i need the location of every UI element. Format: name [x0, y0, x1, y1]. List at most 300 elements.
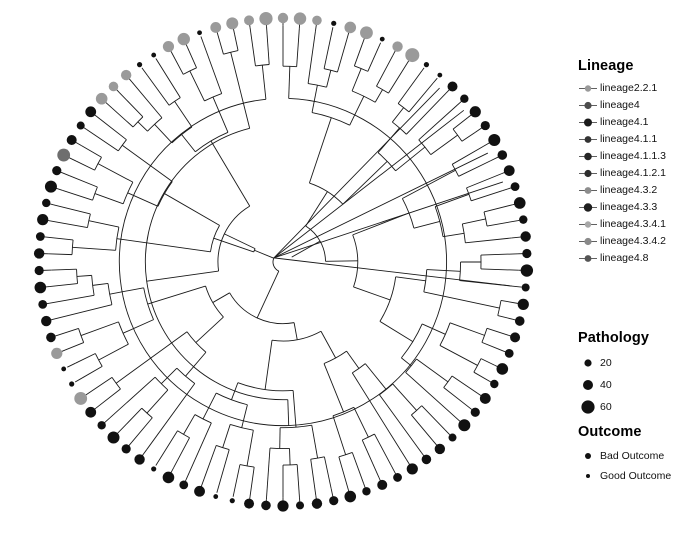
clade-branch — [185, 352, 205, 376]
clade-branch — [250, 28, 255, 66]
root-rake-branch — [274, 110, 464, 258]
tree-tip-point — [213, 494, 218, 499]
clade-branch — [484, 205, 512, 212]
clade-branch — [498, 316, 513, 320]
tree-tip-point — [520, 231, 530, 241]
tree-tip-point — [435, 444, 445, 454]
root-rake-branch — [274, 182, 503, 258]
tree-tip-point — [69, 381, 74, 386]
clade-branch — [217, 32, 223, 54]
tree-tip-point — [393, 473, 402, 482]
clade-branch — [267, 26, 270, 64]
clade-branch — [343, 161, 387, 204]
clade-branch — [482, 342, 498, 348]
clade-branch — [182, 135, 196, 152]
tree-tip-point — [37, 214, 48, 225]
pathology-swatch-dot — [583, 380, 593, 390]
clade-branch — [297, 29, 300, 67]
outcome-swatch-dot — [585, 453, 591, 459]
lineage-legend-label: lineage4.1 — [600, 116, 649, 128]
root-arc — [273, 258, 279, 271]
clade-branch — [54, 205, 90, 214]
lineage-swatch — [578, 216, 600, 233]
clade-branch — [352, 69, 361, 91]
clade-branch — [431, 135, 458, 155]
clade-branch — [352, 452, 363, 483]
lineage-legend-label: lineage4.1.1 — [600, 133, 658, 145]
clade-branch — [379, 395, 421, 453]
clade-branch — [309, 118, 331, 183]
pathology-swatch — [578, 396, 600, 418]
root-branch — [254, 250, 273, 258]
clade-branch — [147, 390, 168, 413]
lineage-legend-item — [578, 216, 698, 233]
tip-branch — [129, 442, 132, 446]
tree-tip-point — [360, 26, 373, 39]
clade-branch — [72, 247, 115, 250]
clade-branch — [339, 457, 349, 492]
clade-branch — [49, 284, 77, 287]
clade-branch — [453, 118, 468, 130]
clade-branch — [350, 96, 364, 125]
clade-branch — [368, 48, 378, 71]
tree-tip-point — [458, 419, 470, 431]
tree-tip-point — [460, 95, 468, 103]
clade-branch — [398, 71, 422, 104]
clade-branch — [138, 122, 148, 131]
tree-tip-point — [518, 299, 529, 310]
clade-branch — [290, 448, 291, 465]
clade-branch — [224, 234, 255, 249]
clade-branch — [204, 44, 222, 94]
clade-branch — [440, 345, 478, 365]
outcome-swatch — [578, 446, 600, 466]
clade-branch — [55, 328, 78, 336]
clade-branch — [376, 56, 392, 86]
tree-tip-point — [38, 300, 47, 309]
clade-branch — [419, 105, 458, 140]
clade-branch — [82, 366, 102, 378]
clade-branch — [312, 425, 318, 458]
clade-branch — [218, 450, 230, 491]
lineage-legend — [578, 58, 698, 267]
tree-tip-point — [35, 282, 47, 294]
lineage-legend-label: lineage4.3.4.2 — [600, 235, 666, 247]
clade-branch — [308, 32, 315, 84]
pathology-swatch-dot — [581, 400, 594, 413]
clade-branch — [85, 377, 113, 396]
tree-tip-point — [521, 264, 533, 276]
tip-branch — [475, 128, 482, 133]
clade-branch — [396, 147, 425, 171]
clade-branch — [175, 101, 192, 127]
clade-branch — [354, 45, 362, 66]
clade-branch — [93, 283, 108, 285]
tree-tip-point — [510, 332, 520, 342]
clade-branch — [452, 146, 483, 164]
clade-branch — [110, 288, 144, 294]
clade-branch — [55, 305, 112, 319]
lineage-swatch — [578, 250, 600, 267]
tree-tip-point — [380, 37, 385, 42]
clade-branch — [213, 97, 228, 132]
outcome-legend-item — [578, 466, 698, 486]
clade-branch — [96, 389, 120, 408]
lineage-legend-rows — [578, 80, 698, 267]
clade-branch — [375, 90, 382, 103]
tree-tip-point — [331, 21, 336, 26]
tree-tip-point — [151, 466, 156, 471]
clade-branch — [186, 423, 211, 480]
lineage-legend-item — [578, 97, 698, 114]
clade-branch — [424, 292, 500, 308]
outcome-legend-rows — [578, 446, 698, 486]
clade-branch — [158, 431, 178, 462]
tree-tip-point — [261, 501, 271, 511]
tree-tip-point — [424, 62, 429, 67]
tip-branch — [156, 462, 158, 465]
clade-branch — [147, 75, 169, 105]
clade-branch — [471, 191, 503, 201]
tree-tip-point — [108, 432, 120, 444]
tip-branch — [391, 465, 396, 474]
clade-branch — [474, 372, 490, 381]
clade-branch — [481, 254, 518, 255]
clade-branch — [76, 354, 96, 364]
tree-tip-point — [85, 407, 96, 418]
pathology-legend-title: Pathology — [578, 330, 649, 346]
tip-branch — [422, 68, 424, 71]
tip-branch — [378, 43, 380, 48]
lineage-legend-item — [578, 148, 698, 165]
clade-branch — [402, 170, 455, 198]
tree-tip-point — [74, 392, 87, 405]
clade-branch — [354, 287, 391, 300]
clade-branch — [443, 233, 464, 236]
tree-tip-point — [296, 501, 304, 509]
tree-tip-point — [377, 480, 387, 490]
root-rake-branch — [274, 153, 488, 258]
clade-branch — [99, 344, 129, 360]
clade-branch — [118, 408, 142, 433]
tree-tip-point — [51, 348, 62, 359]
clade-branch — [266, 448, 270, 499]
clade-branch — [76, 161, 95, 170]
tip-branch — [503, 188, 512, 191]
lineage-swatch-dot — [585, 255, 592, 262]
tree-tip-point — [471, 408, 480, 417]
clade-branch — [148, 286, 206, 304]
clade-branch — [242, 405, 248, 428]
lineage-legend-item — [578, 233, 698, 250]
tree-tip-point — [151, 53, 156, 58]
clade-branch — [65, 343, 84, 351]
clade-branch — [81, 146, 101, 158]
tree-tip-point — [41, 316, 51, 326]
tree-tip-point — [194, 486, 205, 497]
tree-tip-point — [163, 472, 175, 484]
tree-tip-point — [52, 166, 61, 175]
clade-arc — [145, 128, 287, 399]
lineage-legend-label: lineage4.3.2 — [600, 184, 658, 196]
clade-branch — [481, 269, 518, 270]
tip-branch — [512, 237, 522, 238]
clade-branch — [414, 221, 440, 228]
tree-tip-point — [137, 62, 142, 67]
tree-tip-point — [480, 393, 491, 404]
pathology-swatch-dot — [584, 359, 591, 366]
clade-branch — [98, 164, 133, 183]
tree-tip-points — [34, 12, 533, 512]
lineage-swatch-dot — [584, 238, 591, 245]
clade-branch — [213, 293, 230, 303]
tree-tip-point — [407, 463, 418, 474]
clade-branch — [234, 465, 240, 493]
tree-tip-point — [481, 121, 490, 130]
clade-branch — [459, 161, 491, 176]
clade-branch — [380, 321, 413, 341]
lineage-swatch-dot — [584, 170, 591, 177]
tree-tip-point — [490, 380, 498, 388]
outcome-swatch — [578, 466, 600, 486]
tree-tip-point — [278, 13, 288, 23]
clade-branch — [250, 467, 254, 497]
lineage-swatch — [578, 233, 600, 250]
tree-tip-point — [522, 249, 531, 258]
lineage-swatch — [578, 165, 600, 182]
tip-branch — [233, 493, 234, 497]
clade-branch — [312, 85, 317, 112]
tree-tip-point — [329, 496, 338, 505]
tip-branch — [142, 68, 147, 75]
pathology-swatch — [578, 352, 600, 374]
pathology-legend-rows — [578, 352, 698, 418]
tip-branch — [75, 378, 82, 382]
clade-branch — [63, 190, 93, 200]
lineage-swatch — [578, 182, 600, 199]
tree-tip-point — [85, 106, 96, 117]
lineage-swatch-dot — [584, 119, 592, 127]
clade-branch — [465, 238, 511, 243]
clade-branch — [45, 237, 73, 240]
tree-tip-point — [511, 182, 520, 191]
lineage-legend-item — [578, 199, 698, 216]
clade-branch — [147, 383, 195, 449]
tree-tip-point — [519, 215, 527, 223]
tip-branch — [445, 430, 450, 435]
clade-branch — [333, 416, 346, 455]
clade-branch — [481, 359, 495, 366]
lineage-legend-item — [578, 165, 698, 182]
tree-tip-point — [67, 135, 77, 145]
pathology-legend-label: 60 — [600, 401, 612, 413]
lineage-swatch-dot — [585, 187, 592, 194]
pathology-legend-label: 20 — [600, 357, 612, 369]
clade-branch — [374, 434, 391, 465]
pathology-legend-label: 40 — [600, 379, 612, 391]
clade-branch — [306, 192, 328, 226]
clade-branch — [112, 108, 133, 127]
outcome-legend-label: Bad Outcome — [600, 450, 665, 462]
tree-tip-point — [77, 122, 85, 130]
clade-branch — [174, 438, 190, 468]
tree-tip-point — [504, 165, 515, 176]
clade-branch — [155, 124, 172, 143]
tip-branch — [105, 418, 110, 423]
lineage-legend-label: lineage4.1.2.1 — [600, 167, 666, 179]
tip-branch — [217, 490, 218, 492]
clade-branch — [466, 174, 501, 188]
tip-branch — [490, 381, 491, 382]
tree-tip-point — [449, 434, 457, 442]
tree-tip-point — [244, 15, 254, 25]
tip-branch — [50, 204, 54, 205]
clade-branch — [347, 351, 359, 368]
lineage-swatch — [578, 148, 600, 165]
clade-branch — [452, 376, 478, 393]
tree-tip-point — [515, 316, 525, 326]
clade-branch — [190, 71, 205, 101]
tree-tip-point — [497, 363, 509, 375]
lineage-swatch-dot — [584, 102, 591, 109]
clade-branch — [100, 119, 126, 140]
clade-branch — [235, 34, 238, 50]
outcome-legend-item — [578, 446, 698, 466]
clade-branch — [294, 323, 297, 340]
clade-branch — [187, 47, 196, 68]
tip-branch — [142, 449, 147, 456]
outcome-legend-title: Outcome — [578, 424, 642, 440]
tip-branch — [433, 78, 437, 83]
tree-tip-point — [505, 349, 514, 358]
tree-tip-point — [122, 444, 131, 453]
tree-tip-point — [230, 498, 235, 503]
tip-branch — [315, 24, 316, 31]
tree-tip-point — [210, 22, 221, 33]
outcome-legend — [578, 424, 698, 486]
tree-tip-point — [35, 266, 44, 275]
clade-branch — [132, 418, 152, 442]
clade-branch — [132, 82, 162, 118]
clade-branch — [262, 65, 266, 99]
clade-branch — [161, 368, 177, 384]
tree-tip-point — [405, 48, 419, 62]
clade-branch — [393, 384, 417, 411]
tree-tip-point — [344, 491, 356, 503]
tip-branch — [364, 483, 366, 487]
lineage-legend-item — [578, 80, 698, 97]
tree-tip-point — [488, 134, 500, 146]
tip-branch — [457, 101, 461, 105]
clade-branch — [171, 51, 183, 74]
clade-branch — [204, 445, 216, 479]
lineage-legend-label: lineage2.2.1 — [600, 82, 658, 94]
tree-tip-point — [312, 498, 322, 508]
tip-branch — [332, 27, 333, 30]
tree-tip-point — [294, 12, 306, 24]
tip-branch — [47, 303, 50, 304]
clade-branch — [362, 440, 379, 478]
tip-branch — [75, 142, 81, 146]
clade-branch — [184, 415, 195, 435]
clade-branch — [392, 108, 403, 122]
clade-branch — [196, 317, 224, 342]
clade-branch — [128, 193, 158, 207]
lineage-swatch-dot — [584, 203, 592, 211]
tip-branch — [498, 349, 506, 352]
clade-branch — [337, 39, 346, 72]
outcome-swatch-dot — [586, 474, 590, 478]
tip-branch — [84, 128, 87, 130]
clade-branch — [52, 269, 77, 270]
clade-branch — [365, 364, 386, 390]
clade-branch — [95, 194, 123, 204]
clade-branch — [147, 271, 219, 281]
clade-branch — [487, 221, 518, 226]
tree-tip-point — [362, 487, 370, 495]
outcome-legend-label: Good Outcome — [600, 470, 672, 482]
tree-tip-point — [498, 150, 508, 160]
pathology-swatch — [578, 374, 600, 396]
clade-branch — [311, 459, 316, 496]
tip-branch — [331, 488, 333, 496]
tree-tip-point — [522, 284, 530, 292]
clade-branch — [289, 66, 290, 98]
tree-tip-point — [514, 197, 526, 209]
clade-branch — [223, 424, 231, 447]
lineage-swatch-dot — [584, 153, 592, 161]
tree-tip-point — [96, 93, 108, 105]
lineage-swatch — [578, 131, 600, 148]
lineage-legend-label: lineage4.8 — [600, 252, 649, 264]
clade-branch — [396, 277, 426, 281]
clade-branch — [81, 322, 119, 336]
clade-branch — [293, 390, 296, 427]
tree-tip-point — [470, 106, 481, 117]
lineage-swatch — [578, 97, 600, 114]
clade-branch — [231, 52, 250, 128]
clade-branch — [247, 430, 253, 466]
tree-tip-point — [244, 499, 254, 509]
tree-tip-point — [259, 12, 272, 25]
clade-branch — [89, 221, 119, 227]
lineage-swatch — [578, 114, 600, 131]
clade-branch — [462, 132, 475, 141]
pathology-legend-item — [578, 352, 698, 374]
pathology-legend-item — [578, 374, 698, 396]
tree-tip-point — [312, 16, 322, 26]
tree-tip-point — [46, 333, 56, 343]
tree-tip-point — [392, 41, 402, 51]
lineage-legend-label: lineage4.3.4.1 — [600, 218, 666, 230]
clade-branch — [422, 406, 445, 430]
tree-tip-point — [422, 455, 432, 465]
lineage-swatch-dot — [585, 136, 592, 143]
lineage-legend-item — [578, 182, 698, 199]
clade-branch — [288, 400, 289, 426]
clade-branch — [69, 176, 97, 187]
tree-tip-point — [448, 81, 458, 91]
tree-tip-point — [344, 22, 356, 34]
tree-tip-point — [197, 30, 202, 35]
clade-branch — [324, 457, 331, 488]
clade-branch — [444, 388, 472, 410]
clade-branch — [354, 407, 369, 437]
tip-branch — [490, 157, 498, 161]
clade-branch — [324, 364, 344, 412]
root-rake-branch — [274, 88, 440, 258]
clade-branch — [87, 130, 119, 151]
